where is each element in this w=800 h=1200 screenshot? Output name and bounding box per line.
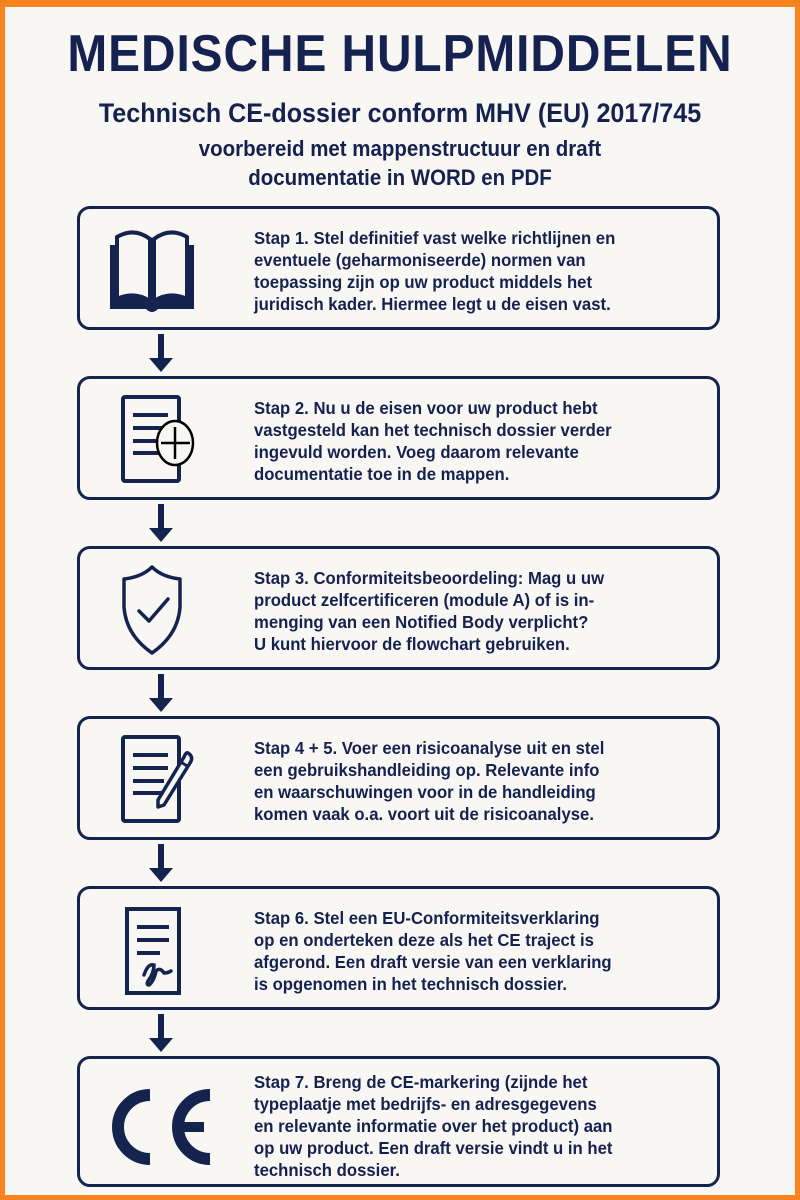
tagline-line-1: voorbereid met mappenstructuur en draft xyxy=(198,136,602,161)
step-1-box xyxy=(77,206,720,330)
step-3-box xyxy=(77,546,720,670)
arrow-down-icon xyxy=(149,844,173,884)
page-title: MEDISCHE HULPMIDDELEN xyxy=(67,25,733,83)
document-add-icon xyxy=(102,393,202,485)
step-1-text: Stap 1. Stel definitief vast welke richtlijnen en eventuele (geharmoniseerde) normen van toepassing zijn op uw product middels het juridisch kader. Hiermee legt u de eisen vast. xyxy=(254,228,616,314)
shield-check-icon xyxy=(102,563,202,655)
step-6-text: Stap 6. Stel een EU-Conformiteitsverklaring op en onderteken deze als het CE traject is afgerond. Een draft versie van een verklaring is opgenomen in het technisch dossier. xyxy=(254,908,612,994)
page-subtitle: Technisch CE-dossier conform MHV (EU) 2017/745 xyxy=(98,98,702,128)
arrow-down-icon xyxy=(149,674,173,714)
step-6-box xyxy=(77,886,720,1010)
arrow-down-icon xyxy=(149,334,173,374)
step-4-5-text: Stap 4 + 5. Voer een risicoanalyse uit en stel een gebruikshandleiding op. Relevante info en waarschuwingen voor in de handleiding komen vaak o.a. voort uit de risicoanalyse. xyxy=(254,738,605,824)
arrow-down-icon xyxy=(149,504,173,544)
page-tagline xyxy=(28,134,772,192)
step-7-box xyxy=(77,1056,720,1187)
step-7-text: Stap 7. Breng de CE-markering (zijnde het typeplaatje met bedrijfs- en adresgegevens en relevante informatie over het product) aan op uw product. Een draft versie vindt u in het technisch dossier. xyxy=(254,1072,613,1180)
step-4-5-box xyxy=(77,716,720,840)
arrow-down-icon xyxy=(149,1014,173,1054)
step-2-box xyxy=(77,376,720,500)
open-book-icon xyxy=(102,223,202,315)
ce-mark-icon xyxy=(102,1081,202,1173)
signed-document-icon xyxy=(102,903,202,995)
tagline-line-2: documentatie in WORD en PDF xyxy=(248,165,552,190)
document-pencil-icon xyxy=(102,733,202,825)
step-3-text: Stap 3. Conformiteitsbeoordeling: Mag u uw product zelfcertificeren (module A) of is in- menging van een Notified Body verplicht? U kunt hiervoor de flowchart gebruiken. xyxy=(254,568,605,654)
step-2-text: Stap 2. Nu u de eisen voor uw product hebt vastgesteld kan het technisch dossier verder ingevuld worden. Voeg daarom relevante documentatie toe in de mappen. xyxy=(254,398,612,484)
